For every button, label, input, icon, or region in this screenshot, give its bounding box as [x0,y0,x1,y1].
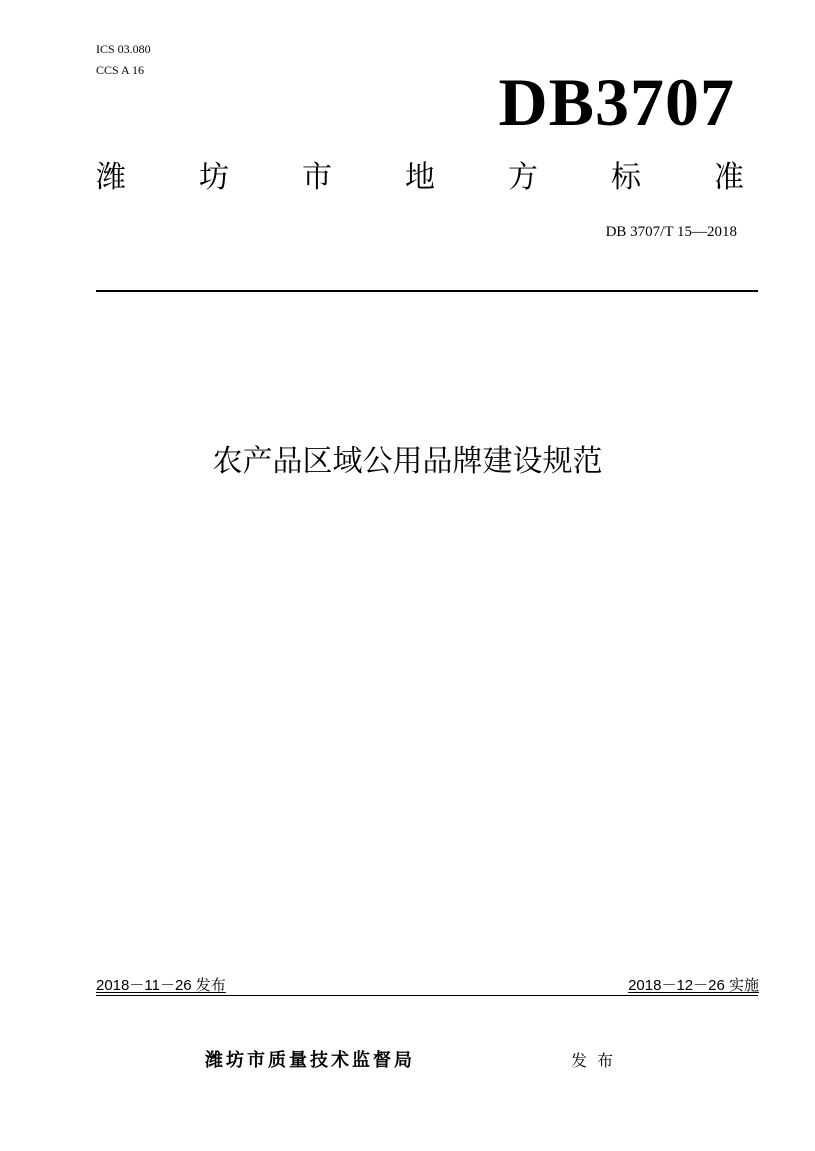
standard-type-char: 标 [611,160,641,195]
ics-code: ICS 03.080 [96,42,151,56]
standard-type-char: 地 [405,160,435,195]
standard-type-char: 准 [714,160,744,195]
ccs-code: CCS A 16 [96,63,145,77]
issue-label: 发布 [571,1051,624,1070]
implementation-date: 2018－12－26 实施 [628,977,759,994]
standard-type-char: 潍 [96,160,126,195]
bottom-divider [96,995,758,996]
issue-date: 2018－11－26 发布 [96,977,226,994]
db-logo: DB3707 [498,64,735,140]
standard-type-char: 方 [508,160,538,195]
standard-type [96,158,744,198]
standard-type-char: 坊 [199,160,229,195]
document-title: 农产品区域公用品牌建设规范 [212,444,603,479]
standard-type-char: 市 [302,160,332,195]
issuing-authority: 潍坊市质量技术监督局 [205,1050,415,1071]
standard-number: DB 3707/T 15—2018 [605,224,737,240]
top-divider [96,290,758,292]
